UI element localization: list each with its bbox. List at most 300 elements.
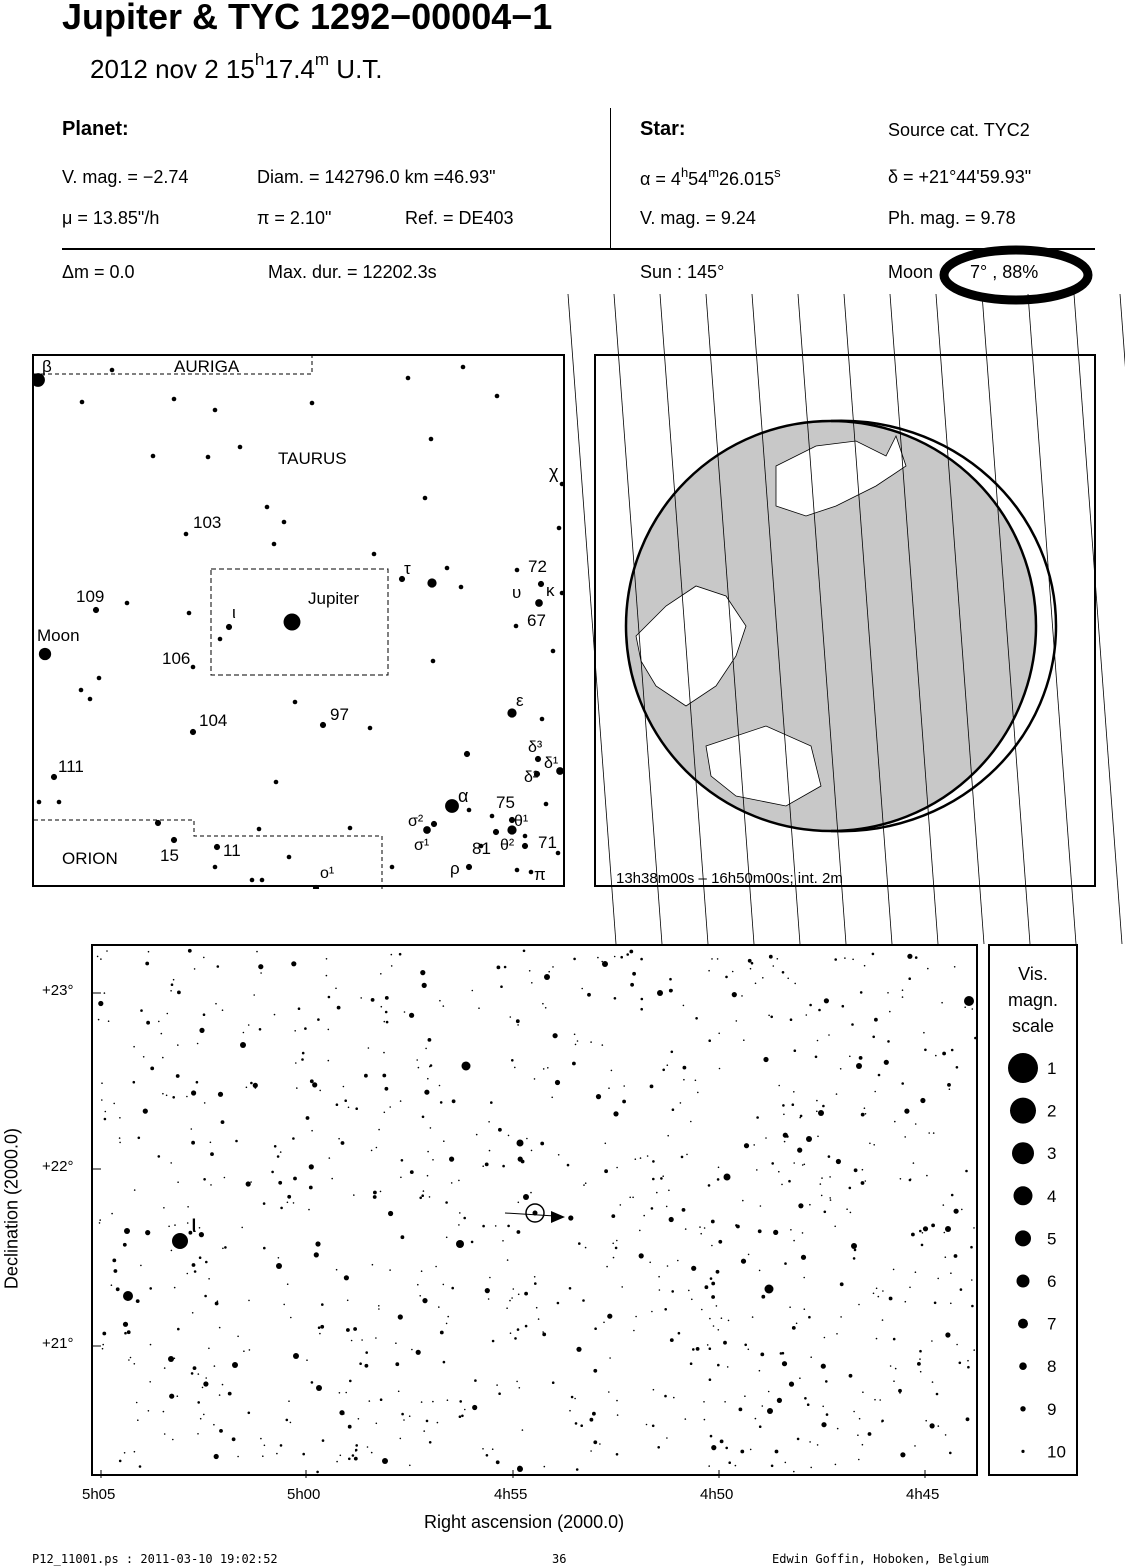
field-star bbox=[476, 1134, 478, 1136]
field-star bbox=[836, 1093, 838, 1095]
auriga-boundary bbox=[34, 356, 312, 374]
field-star bbox=[945, 1434, 947, 1436]
field-star bbox=[720, 1440, 724, 1444]
field-star bbox=[219, 1394, 221, 1396]
field-star bbox=[321, 1303, 324, 1306]
field-star bbox=[246, 1181, 251, 1186]
field-star bbox=[488, 1121, 490, 1123]
field-star bbox=[246, 1087, 248, 1089]
field-star bbox=[816, 1111, 818, 1113]
field-star bbox=[443, 1284, 445, 1286]
star-chart bbox=[91, 944, 978, 1476]
field-star bbox=[492, 1448, 494, 1450]
magnitude-legend bbox=[988, 944, 1078, 1476]
shadow-track-line bbox=[982, 294, 1030, 944]
field-star bbox=[744, 1344, 747, 1347]
field-star bbox=[133, 1046, 135, 1048]
field-star-bright bbox=[276, 1263, 282, 1269]
field-star-bright bbox=[818, 1110, 824, 1116]
field-star bbox=[817, 1040, 819, 1042]
field-star bbox=[143, 1109, 148, 1114]
legend-label-3: 3 bbox=[1047, 1144, 1057, 1164]
field-star bbox=[210, 1152, 214, 1156]
field-star bbox=[344, 1099, 347, 1102]
field-star bbox=[667, 1265, 669, 1267]
field-star bbox=[756, 1169, 758, 1171]
finder-star bbox=[37, 800, 42, 805]
field-star bbox=[572, 1062, 576, 1066]
field-star bbox=[576, 1347, 581, 1352]
finder-star bbox=[213, 865, 218, 870]
field-star bbox=[429, 1441, 432, 1444]
field-star bbox=[960, 1288, 963, 1291]
finder-star bbox=[250, 878, 255, 883]
star-chart-svg bbox=[93, 946, 980, 1478]
field-star bbox=[490, 1101, 493, 1104]
moon-label: Moon bbox=[888, 262, 934, 282]
field-star bbox=[101, 1082, 103, 1084]
field-star bbox=[899, 1392, 901, 1394]
field-star bbox=[887, 1040, 890, 1043]
field-star bbox=[358, 1418, 360, 1420]
field-star bbox=[461, 1415, 464, 1418]
field-star bbox=[771, 1465, 774, 1468]
field-star bbox=[177, 991, 181, 995]
shadow-track-line bbox=[936, 294, 984, 944]
field-star bbox=[417, 1284, 419, 1286]
field-star bbox=[130, 1357, 132, 1359]
field-star bbox=[203, 1414, 205, 1416]
field-star bbox=[136, 1402, 138, 1404]
finder-star bbox=[429, 437, 434, 442]
field-star bbox=[741, 995, 743, 997]
field-star bbox=[578, 1242, 581, 1245]
iota-star bbox=[172, 1233, 188, 1249]
field-star bbox=[700, 1233, 702, 1235]
field-star bbox=[355, 1444, 358, 1447]
field-star bbox=[942, 1052, 946, 1056]
field-star bbox=[204, 1295, 207, 1298]
field-star bbox=[485, 1288, 490, 1293]
field-star bbox=[580, 1424, 583, 1427]
field-star bbox=[446, 1323, 448, 1325]
field-star bbox=[409, 1013, 414, 1018]
field-star bbox=[217, 1300, 219, 1302]
field-star bbox=[905, 1301, 907, 1303]
field-star bbox=[822, 1105, 825, 1108]
field-star bbox=[616, 1240, 618, 1242]
field-star bbox=[612, 1243, 614, 1245]
field-star bbox=[298, 1007, 301, 1010]
field-star bbox=[970, 1246, 973, 1249]
field-star bbox=[538, 1318, 540, 1320]
legend-label-10: 10 bbox=[1047, 1442, 1066, 1462]
field-star bbox=[782, 971, 785, 974]
field-star bbox=[793, 1471, 795, 1473]
field-star bbox=[713, 1325, 715, 1327]
field-star bbox=[919, 1230, 922, 1233]
field-star bbox=[629, 950, 633, 954]
field-star bbox=[587, 993, 591, 997]
legend-dot-5 bbox=[1015, 1230, 1031, 1246]
field-star bbox=[148, 1410, 150, 1412]
field-star bbox=[416, 1350, 421, 1355]
label-delta2: δ² bbox=[524, 769, 539, 786]
field-star bbox=[440, 1331, 444, 1335]
field-star bbox=[792, 1326, 796, 1330]
legend-label-5: 5 bbox=[1047, 1229, 1057, 1249]
field-star bbox=[750, 968, 752, 970]
field-star bbox=[620, 956, 623, 959]
field-star bbox=[741, 1259, 746, 1264]
field-star bbox=[472, 990, 474, 992]
field-star bbox=[911, 1233, 915, 1237]
field-star bbox=[717, 1364, 720, 1367]
field-star bbox=[315, 1241, 320, 1246]
field-star bbox=[344, 1275, 349, 1280]
field-star-bright bbox=[765, 1285, 774, 1294]
legend-dot-10 bbox=[1021, 1450, 1024, 1453]
field-star bbox=[102, 1348, 104, 1350]
field-star bbox=[816, 1100, 818, 1102]
finder-star bbox=[172, 397, 177, 402]
finder-star bbox=[320, 722, 326, 728]
field-star bbox=[171, 983, 174, 986]
field-star bbox=[789, 1382, 794, 1387]
field-star bbox=[452, 1099, 456, 1103]
field-star bbox=[926, 1175, 928, 1177]
field-star bbox=[320, 1325, 324, 1329]
field-star bbox=[691, 1299, 693, 1301]
field-star bbox=[250, 1181, 252, 1183]
field-star bbox=[348, 1425, 352, 1429]
field-star bbox=[296, 1087, 298, 1089]
label-omicron1: o¹ bbox=[320, 865, 335, 882]
field-star bbox=[310, 1079, 314, 1083]
event-datetime: 2012 nov 2 15$^h$17.4$^m$ U.T. bbox=[90, 50, 383, 84]
finder-star bbox=[313, 885, 319, 889]
field-star bbox=[191, 1141, 195, 1145]
finder-stars bbox=[34, 365, 564, 889]
label-71: 71 bbox=[538, 833, 557, 852]
label-delta3: δ³ bbox=[528, 739, 543, 756]
field-star bbox=[360, 997, 362, 999]
finder-star bbox=[191, 665, 196, 670]
field-star bbox=[219, 1327, 221, 1329]
field-star bbox=[607, 1314, 612, 1319]
field-star bbox=[522, 1429, 524, 1431]
field-star bbox=[909, 1287, 911, 1289]
field-star bbox=[439, 1085, 441, 1087]
field-star bbox=[881, 1421, 883, 1423]
field-star bbox=[172, 1439, 174, 1441]
field-star bbox=[941, 1002, 943, 1004]
field-star bbox=[203, 1178, 206, 1181]
field-star bbox=[192, 1312, 194, 1314]
ytick-23: +23° bbox=[42, 982, 74, 999]
field-star bbox=[590, 1450, 592, 1452]
legend-label-2: 2 bbox=[1047, 1101, 1057, 1121]
finder-star bbox=[459, 585, 464, 590]
planet-ephemeris: Ref. = DE403 bbox=[405, 208, 514, 228]
field-star bbox=[949, 1452, 952, 1455]
field-star bbox=[732, 971, 734, 973]
finder-star bbox=[406, 376, 411, 381]
field-star bbox=[458, 1224, 460, 1226]
field-star bbox=[353, 1194, 355, 1196]
shadow-track-line bbox=[890, 294, 938, 944]
finder-star bbox=[257, 827, 262, 832]
field-star bbox=[834, 1226, 836, 1228]
field-star bbox=[311, 1381, 314, 1384]
field-star bbox=[191, 1128, 193, 1130]
label-chi: χ bbox=[549, 462, 559, 482]
field-star bbox=[355, 1107, 358, 1110]
field-star bbox=[785, 1462, 787, 1464]
field-star bbox=[828, 1034, 830, 1036]
finder-star bbox=[493, 829, 499, 835]
field-star bbox=[199, 1227, 201, 1229]
field-star bbox=[616, 1167, 618, 1169]
finder-star bbox=[372, 552, 377, 557]
field-star bbox=[158, 1021, 160, 1023]
field-star bbox=[744, 1143, 749, 1148]
field-star bbox=[545, 1007, 547, 1009]
field-star bbox=[603, 1322, 605, 1324]
field-star bbox=[506, 1307, 508, 1309]
field-star bbox=[235, 1140, 238, 1143]
field-star bbox=[728, 1320, 730, 1322]
field-star bbox=[124, 1452, 126, 1454]
field-star bbox=[112, 1259, 116, 1263]
field-star bbox=[376, 1423, 378, 1425]
field-star bbox=[343, 1086, 345, 1088]
field-star bbox=[874, 1018, 878, 1022]
field-star bbox=[339, 1392, 341, 1394]
field-star bbox=[283, 1304, 285, 1306]
field-star bbox=[920, 1098, 925, 1103]
field-star bbox=[134, 1189, 136, 1191]
field-star bbox=[752, 1316, 754, 1318]
field-star bbox=[427, 1175, 429, 1177]
field-star bbox=[373, 1195, 377, 1199]
field-star bbox=[716, 1305, 718, 1307]
field-star bbox=[381, 1006, 383, 1008]
field-star bbox=[482, 1448, 484, 1450]
field-star bbox=[666, 1206, 668, 1208]
field-star bbox=[893, 1269, 895, 1271]
field-star bbox=[683, 1079, 685, 1081]
field-star bbox=[200, 1418, 202, 1420]
field-star bbox=[597, 957, 599, 959]
field-star bbox=[375, 1337, 377, 1339]
field-star bbox=[828, 1155, 831, 1158]
field-star bbox=[849, 1187, 852, 1190]
field-star bbox=[419, 1197, 422, 1200]
field-star-bright bbox=[124, 1228, 130, 1234]
label-upsilon: υ bbox=[512, 583, 522, 602]
label-15: 15 bbox=[160, 846, 179, 865]
field-star bbox=[145, 962, 149, 966]
finder-star bbox=[213, 408, 218, 413]
field-star bbox=[744, 1395, 746, 1397]
field-star bbox=[143, 1056, 145, 1058]
field-star bbox=[558, 1154, 560, 1156]
field-star bbox=[197, 1433, 199, 1435]
field-star bbox=[429, 1066, 431, 1068]
field-star bbox=[301, 1058, 304, 1061]
field-star bbox=[571, 1396, 574, 1399]
field-star bbox=[260, 1438, 262, 1440]
finder-star bbox=[187, 611, 192, 616]
field-star bbox=[439, 1000, 441, 1002]
field-star bbox=[933, 1132, 935, 1134]
field-star bbox=[878, 1296, 880, 1298]
field-star bbox=[421, 1401, 423, 1403]
field-star bbox=[105, 1111, 107, 1113]
field-star bbox=[386, 1021, 389, 1024]
field-star bbox=[205, 1377, 207, 1379]
field-star bbox=[111, 1284, 113, 1286]
field-star bbox=[825, 1380, 828, 1383]
field-star bbox=[187, 1206, 189, 1208]
field-star bbox=[792, 1103, 795, 1106]
field-star bbox=[950, 1272, 952, 1274]
field-star-bright bbox=[964, 996, 974, 1006]
field-star bbox=[489, 1277, 491, 1279]
shadow-track-line bbox=[1074, 294, 1122, 944]
field-star bbox=[854, 1168, 858, 1172]
field-star bbox=[359, 1362, 362, 1365]
field-star bbox=[447, 1316, 449, 1318]
field-star bbox=[119, 1117, 121, 1119]
field-star bbox=[630, 983, 634, 987]
field-star bbox=[804, 1164, 806, 1166]
field-star bbox=[411, 1349, 413, 1351]
field-star bbox=[924, 1049, 927, 1052]
field-star bbox=[716, 1270, 720, 1274]
field-star bbox=[853, 1411, 855, 1413]
field-star bbox=[759, 1370, 761, 1372]
field-star bbox=[799, 1377, 801, 1379]
field-star bbox=[736, 1225, 740, 1229]
field-star bbox=[927, 968, 929, 970]
field-star bbox=[759, 1270, 761, 1272]
star-declination: δ = +21°44'59.93" bbox=[888, 167, 1032, 187]
field-star bbox=[287, 1195, 291, 1199]
field-star bbox=[164, 1367, 166, 1369]
field-star bbox=[594, 1327, 597, 1330]
field-star bbox=[145, 1230, 150, 1235]
finder-star bbox=[226, 624, 232, 630]
field-star bbox=[291, 961, 296, 966]
field-star bbox=[798, 1203, 803, 1208]
field-star bbox=[511, 1059, 514, 1062]
field-star bbox=[427, 1151, 429, 1153]
field-star bbox=[295, 1062, 297, 1064]
field-star bbox=[198, 1373, 200, 1375]
finder-star bbox=[445, 799, 459, 813]
xtick-4h55: 4h55 bbox=[494, 1486, 528, 1503]
field-star bbox=[150, 1344, 152, 1346]
finder-star bbox=[348, 826, 353, 831]
finder-star bbox=[390, 865, 395, 870]
field-star bbox=[846, 1208, 848, 1210]
field-star bbox=[294, 1030, 296, 1032]
field-star bbox=[351, 1340, 353, 1342]
field-star bbox=[419, 1295, 421, 1297]
field-star bbox=[616, 1400, 618, 1402]
field-star bbox=[373, 1191, 377, 1195]
label-theta1: θ¹ bbox=[514, 813, 529, 830]
field-star bbox=[210, 1184, 212, 1186]
field-star-bright bbox=[544, 974, 550, 980]
field-star bbox=[508, 1135, 510, 1137]
field-star bbox=[604, 1169, 608, 1173]
field-star bbox=[513, 1288, 515, 1290]
field-star bbox=[435, 1266, 437, 1268]
field-star bbox=[116, 1287, 120, 1291]
field-star bbox=[857, 1434, 859, 1436]
field-star bbox=[424, 1090, 429, 1095]
field-star bbox=[860, 991, 863, 994]
field-star bbox=[98, 1001, 103, 1006]
field-star bbox=[222, 1009, 224, 1011]
field-star bbox=[944, 1232, 946, 1234]
shadow-track-lines bbox=[560, 290, 1125, 950]
field-star bbox=[187, 1273, 189, 1275]
field-star bbox=[260, 972, 262, 974]
field-star bbox=[191, 1372, 194, 1375]
field-star bbox=[640, 1157, 642, 1159]
field-star bbox=[114, 1269, 118, 1273]
field-star bbox=[682, 1208, 686, 1212]
field-star bbox=[194, 1270, 197, 1273]
field-star bbox=[608, 1087, 610, 1089]
field-star bbox=[264, 1445, 266, 1447]
field-star bbox=[743, 1039, 745, 1041]
field-star bbox=[821, 1364, 826, 1369]
field-star bbox=[253, 1083, 258, 1088]
field-star bbox=[337, 1006, 341, 1010]
field-star bbox=[784, 1262, 787, 1265]
field-star bbox=[938, 1425, 940, 1427]
field-star bbox=[309, 1164, 314, 1169]
field-star bbox=[802, 1232, 804, 1234]
field-star bbox=[782, 1104, 785, 1107]
field-star bbox=[150, 1067, 154, 1071]
field-star bbox=[422, 1298, 427, 1303]
field-star bbox=[119, 1142, 121, 1144]
field-star bbox=[319, 1090, 321, 1092]
field-star bbox=[514, 1067, 516, 1069]
field-star bbox=[464, 1409, 466, 1411]
field-star bbox=[914, 1445, 916, 1447]
field-star bbox=[837, 1428, 839, 1430]
field-star bbox=[872, 953, 875, 956]
field-star bbox=[409, 1415, 411, 1417]
field-star bbox=[874, 1399, 876, 1401]
finder-star bbox=[284, 614, 301, 631]
field-star bbox=[917, 1362, 921, 1366]
field-star bbox=[134, 1363, 136, 1365]
field-star bbox=[403, 1419, 405, 1421]
field-star bbox=[878, 1074, 881, 1077]
finder-star bbox=[535, 599, 543, 607]
field-star-bright bbox=[517, 1466, 523, 1472]
field-star bbox=[314, 1252, 319, 1257]
field-star bbox=[849, 1056, 851, 1058]
